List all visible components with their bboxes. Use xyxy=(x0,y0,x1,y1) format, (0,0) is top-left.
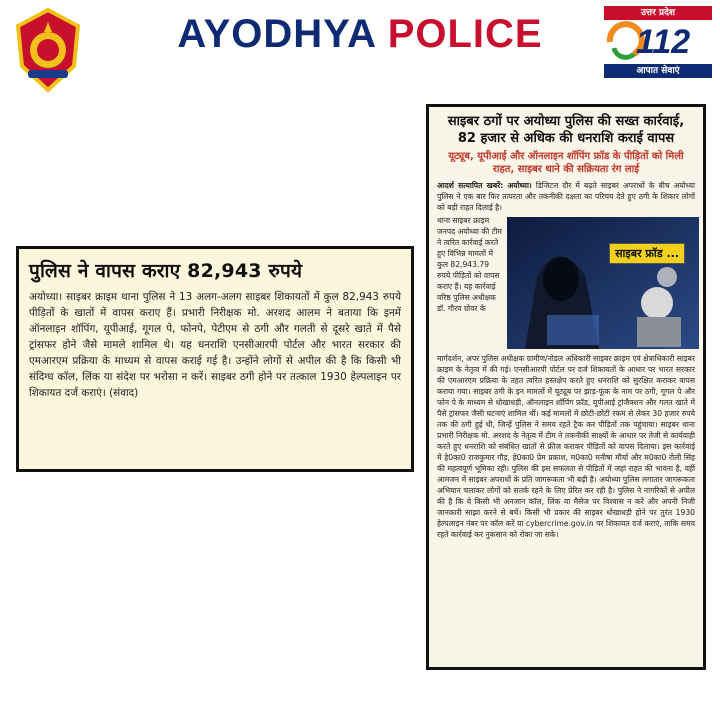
cyber-fraud-sign: साइबर फ्रॉड ... xyxy=(609,243,685,264)
title-police: POLICE xyxy=(387,12,543,56)
up-112-emergency-badge-icon xyxy=(604,6,712,78)
clipping-left-body: अयोध्या। साइबर क्राइम थाना पुलिस ने 13 अलग-अलग साइबर शिकायतों में कुल 82,943 रुपये पीड़ितों के खातों में वापस कराए हैं। प्रभारी निरीक्षक मो. अरशद आलम ने बताया कि इनमें ऑनलाइन शॉपिंग, यूपीआई, गूगल पे, फोनपे, पेटीएम से ठगी और गलती से दूसरे खाते में पैसे ट्रांसफर होने जैसे मामले शामिल थे। यह धनराशि एनसीआरपी पोर्टल और भारत सरकार की एमआरएम प्रक्रिया के माध्यम से वापस कराई गई है। उन्होंने लोगों से अपील की है कि किसी भी संदिग्ध कॉल, लिंक या संदेश पर भरोसा न करें। साइबर ठगी होने पर तत्काल 1930 हेल्पलाइन पर शिकायत दर्ज कराएं। (संवाद) xyxy=(29,291,401,399)
news-clipping-right xyxy=(426,104,706,670)
badge-number: 112 xyxy=(636,23,691,61)
badge-bottom-label: आपात सेवाएं xyxy=(604,64,712,78)
clipping-left-headline: पुलिस ने वापस कराए 82,943 रुपये xyxy=(29,260,303,282)
clipping-right-subheadline: यूट्यूब, यूपीआई और ऑनलाइन शॉपिंग फ्रॉड के पीड़ितों को मिली राहत, साइबर थाने की सक्रियता रंग लाई xyxy=(448,151,684,175)
clipping-right-side-text: थाना साइबर क्राइम जनपद अयोध्या की टीम ने त्वरित कार्रवाई करते हुए विभिन्न मामलों में कुल 82,943.79 रुपये पीड़ितों को वापस कराए हैं। यह कार्रवाई वरिष्ठ पुलिस अधीक्षक डॉ. गौरव ग्रोवर के xyxy=(437,216,502,313)
cyber-fraud-photo xyxy=(507,217,699,349)
badge-top-label: उत्तर प्रदेश xyxy=(604,6,712,20)
news-clipping-left xyxy=(16,246,414,472)
clipping-right-lead xyxy=(437,180,695,213)
clipping-right-lead-text: डिजिटल दौर में बढ़ते साइबर अपराधों के बीच अयोध्या पुलिस ने एक बार फिर तत्परता और तकनीकी दक्षता का परिचय देते हुए ठगी के शिकार लोगों को बड़ी राहत दिलाई है। xyxy=(437,181,696,212)
title-ayodhya: AYODHYA xyxy=(177,12,376,56)
hacker-illustration-icon xyxy=(507,217,699,349)
clipping-right-photo-row xyxy=(437,215,695,351)
clipping-right-dateline: आदर्श सत्यापित खबरें: अयोध्या। xyxy=(437,181,532,190)
clipping-right-headline: साइबर ठगों पर अयोध्या पुलिस की सख्त कार्रवाई, 82 हजार से अधिक की धनराशि कराई वापस xyxy=(447,114,685,146)
clipping-right-body: मार्गदर्शन, अपर पुलिस अधीक्षक ग्रामीण/नोडल अधिकारी साइबर क्राइम एवं क्षेत्राधिकारी साइबर क्राइम के नेतृत्व में की गई। एनसीआरपी पोर्टल पर दर्ज शिकायतों के आधार पर भारत सरकार की एमआरएम प्रक्रिया के तहत त्वरित हस्तक्षेप करते हुए धनराशि को सुरक्षित कराकर वापस कराया गया। साइबर ठगी के इन मामलों में यूट्यूब पर झाड़-फूंक के नाम पर ठगी, गूगल पे और फोन पे के माध्यम से धोखाधड़ी, ऑनलाइन शॉपिंग फ्रॉड, यूपीआई ट्रांजैक्शन और गलत खाते में पैसे ट्रांसफर जैसी घटनाएं शामिल थीं। कई मामलों में छोटी-छोटी रकम से लेकर 30 हजार रुपये तक की ठगी हुई थी, जिन्हें पुलिस ने समय रहते ट्रैक कर पीड़ितों तक पहुंचाया। साइबर थाना प्रभारी निरीक्षक मो. अरशद के नेतृत्व में टीम ने तकनीकी साक्ष्यों के आधार पर तेजी से कार्यवाही करते हुए धनराशि को संबंधित खातों से फ्रीज कराकर पीड़ितों को वापस दिलाया। इस कार्रवाई में हे0का0 राजकुमार गौड़, हे0का0 प्रेम प्रकाश, म0का0 मनीषा मौर्या और म0का0 रोली सिंह की महत्वपूर्ण भूमिका रही। पुलिस की इस सफलता से पीड़ितों में जहां राहत की भावना है, वहीं आमजन में साइबर अपराधों के प्रति जागरूकता भी बढ़ी है। अयोध्या पुलिस लगातार जागरूकता अभियान चलाकर लोगों को सतर्क रहने के लिए प्रेरित कर रही है। पुलिस ने नागरिकों से अपील की है कि वे किसी भी अनजान कॉल, लिंक या मैसेज पर विश्वास न करें और अपनी निजी जानकारी साझा करने से बचें। किसी भी प्रकार की साइबर धोखाधड़ी होने पर तुरंत 1930 हेल्पलाइन नंबर पर कॉल करें या cybercrime.gov.in पर शिकायत दर्ज कराएं, ताकि समय रहते कार्रवाई कर नुकसान को रोका जा सके। xyxy=(437,354,695,539)
